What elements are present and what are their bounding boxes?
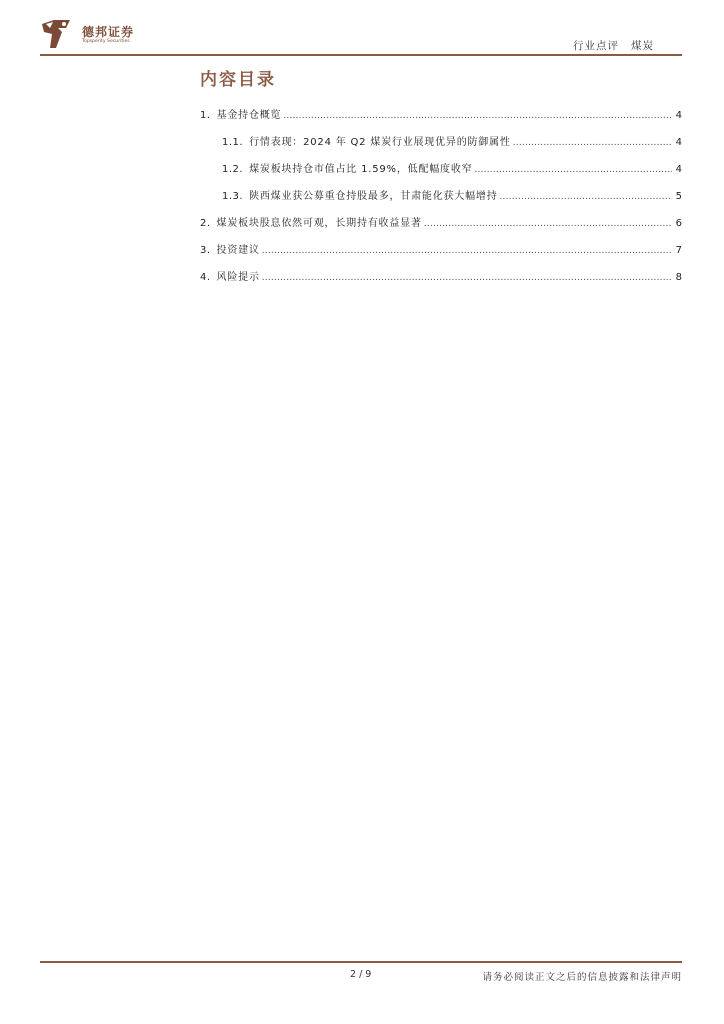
header-divider	[40, 54, 682, 56]
toc-entry-page: 4	[675, 110, 682, 121]
toc-entry-number: 1.3.	[222, 191, 244, 202]
toc-entry-page: 4	[675, 164, 682, 175]
toc-leader-dots	[283, 111, 672, 121]
toc-entry-page: 7	[675, 245, 682, 256]
toc-entry-number: 2.	[200, 218, 211, 229]
toc-leader-dots	[474, 165, 672, 175]
disclaimer-note: 请务必阅读正文之后的信息披露和法律声明	[482, 972, 682, 983]
page-number: 2 / 9	[350, 969, 372, 980]
toc-leader-dots	[424, 219, 672, 229]
toc-entry-text: 煤炭板块股息依然可观，长期持有收益显著	[216, 218, 422, 229]
toc-leader-dots	[500, 192, 673, 202]
company-logo	[40, 18, 160, 50]
toc-entry-1-1[interactable]	[200, 133, 682, 160]
toc-entry-2[interactable]	[200, 214, 682, 241]
toc-entry-text: 行情表现：2024 年 Q2 煤炭行业展现优异的防御属性	[249, 137, 511, 148]
toc-entry-page: 8	[675, 272, 682, 283]
toc-title: 内容目录	[200, 70, 276, 90]
report-category	[573, 38, 654, 53]
toc-leader-dots	[262, 273, 672, 283]
toc-entry-1-3[interactable]	[200, 187, 682, 214]
toc-entry-number: 1.1.	[222, 137, 244, 148]
toc-entry-1-2[interactable]	[200, 160, 682, 187]
toc-entry-4[interactable]	[200, 268, 682, 295]
toc-entry-text: 煤炭板块持仓市值占比 1.59%，低配幅度收窄	[249, 164, 473, 175]
toc-entry-page: 6	[675, 218, 682, 229]
toc-entry-page: 5	[675, 191, 682, 202]
logo-mark-icon	[40, 18, 74, 50]
toc-entry-text: 基金持仓概览	[216, 110, 282, 121]
toc-entry-1[interactable]	[200, 106, 682, 133]
toc-entry-text: 风险提示	[216, 272, 260, 283]
logo-english-name: Topsperity Securities	[82, 39, 130, 44]
toc-leader-dots	[513, 138, 672, 148]
toc-entry-3[interactable]	[200, 241, 682, 268]
table-of-contents	[200, 106, 682, 295]
toc-entry-text: 投资建议	[216, 245, 260, 256]
toc-entry-page: 4	[675, 137, 682, 148]
toc-entry-number: 1.2.	[222, 164, 244, 175]
logo-chinese-name: 德邦证券	[82, 25, 135, 39]
toc-entry-number: 4.	[200, 272, 211, 283]
toc-entry-number: 3.	[200, 245, 211, 256]
toc-entry-number: 1.	[200, 110, 211, 121]
report-industry: 煤炭	[631, 40, 654, 52]
report-type: 行业点评	[573, 40, 619, 52]
toc-entry-text: 陕西煤业获公募重仓持股最多，甘肃能化获大幅增持	[249, 191, 498, 202]
toc-leader-dots	[262, 246, 672, 256]
footer-divider	[40, 961, 682, 963]
